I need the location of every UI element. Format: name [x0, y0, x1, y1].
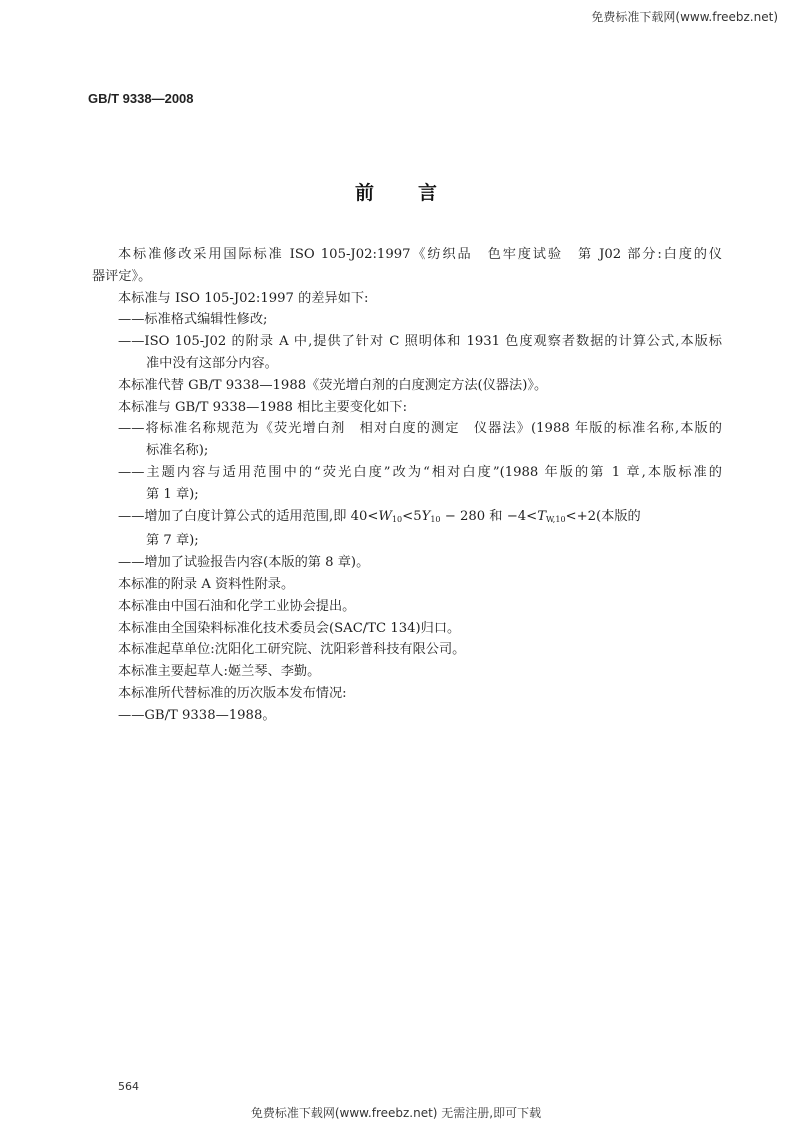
list-item: ——将标准名称规范为《荧光增白剂 相对白度的测定 仪器法》(1988 年版的标准名称,本版的 — [118, 421, 722, 437]
list-item-continuation: 准中没有这部分内容。 — [146, 355, 278, 371]
list-item-continuation: 第 1 章); — [146, 486, 199, 502]
paragraph-line: 本标准与 GB/T 9338—1988 相比主要变化如下: — [118, 399, 408, 415]
paragraph-line: 本标准所代替标准的历次版本发布情况: — [118, 685, 347, 701]
list-item: ——增加了试验报告内容(本版的第 8 章)。 — [118, 555, 370, 571]
paragraph-line: 本标准与 ISO 105-J02:1997 的差异如下: — [118, 290, 369, 306]
paragraph-line: 器评定》。 — [92, 268, 152, 284]
list-item: ——主题内容与适用范围中的“荧光白度”改为“相对白度”(1988 年版的第 1 章,本版标准的 — [118, 464, 722, 480]
paragraph-line: 本标准的附录 A 资料性附录。 — [118, 576, 295, 592]
paragraph-line: 本标准起草单位:沈阳化工研究院、沈阳彩普科技有限公司。 — [118, 642, 466, 658]
paragraph-line: 本标准代替 GB/T 9338—1988《荧光增白剂的白度测定方法(仪器法)》。 — [118, 377, 548, 393]
paragraph-line: 本标准主要起草人:姬兰琴、李勤。 — [118, 664, 321, 680]
paragraph-line: 本标准修改采用国际标准 ISO 105-J02:1997《纺织品 色牢度试验 第 J02 部分:白度的仪 — [118, 247, 722, 262]
list-item: ——ISO 105-J02 的附录 A 中,提供了针对 C 照明体和 1931 色度观察者数据的计算公式,本版标 — [118, 334, 722, 350]
page-title: 前言 — [354, 182, 481, 204]
list-item-continuation: 第 7 章); — [146, 533, 199, 549]
paragraph-line: 本标准由全国染料标准化技术委员会(SAC/TC 134)归口。 — [118, 620, 461, 636]
watermark-top: 免费标准下载网(www.freebz.net) — [591, 10, 778, 24]
formula-text: ——增加了白度计算公式的适用范围,即 $40<W_{10}<5Y_{10} - 280$ 和 $-4<T_{W,10}<+2$(本版的 — [118, 508, 641, 524]
list-item-continuation: 标准名称); — [146, 443, 209, 459]
foreword-body — [92, 244, 722, 727]
page-number: 564 — [118, 1080, 139, 1093]
watermark-bottom: 免费标准下载网(www.freebz.net) 无需注册,即可下载 — [250, 1106, 542, 1120]
standard-code: GB/T 9338—2008 — [88, 91, 194, 106]
paragraph-line: 本标准由中国石油和化学工业协会提出。 — [118, 598, 356, 614]
list-item: ——标准格式编辑性修改; — [118, 312, 268, 328]
list-item-formula — [118, 506, 722, 531]
list-item: ——GB/T 9338—1988。 — [118, 707, 276, 723]
